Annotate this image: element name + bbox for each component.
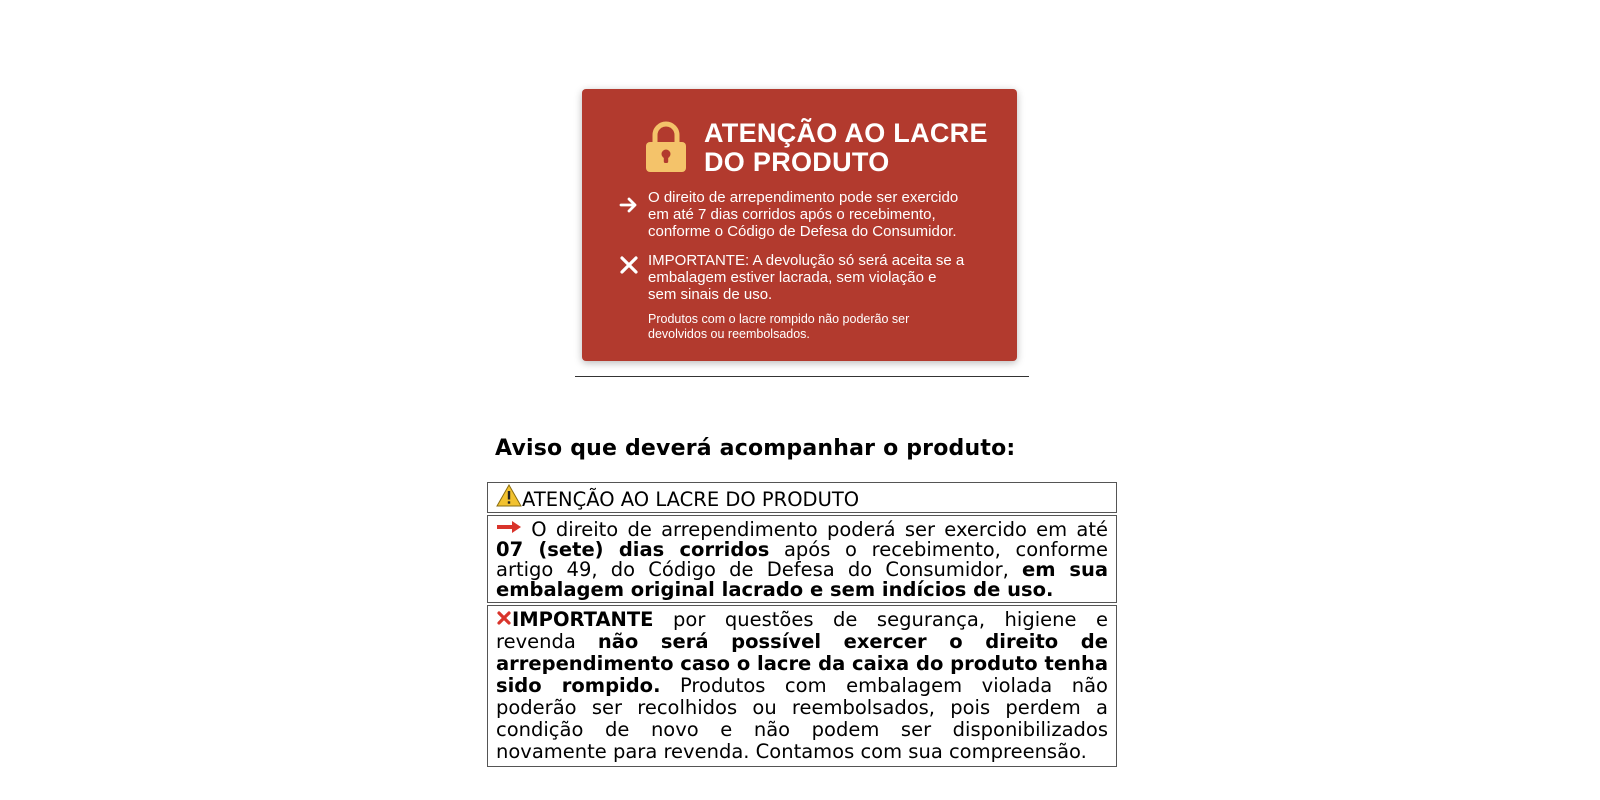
divider bbox=[575, 376, 1029, 377]
important-text: : A devolução só será aceita se a embalagem estiver lacrada, sem violação e sem sinais de uso. bbox=[648, 252, 965, 303]
x-icon bbox=[496, 610, 512, 626]
section-heading: Aviso que deverá acompanhar o produto: bbox=[495, 436, 1016, 461]
p2-text-a: por questões de segurança, higiene e revenda bbox=[496, 608, 1108, 653]
important-label: IMPORTANTE bbox=[512, 608, 654, 631]
p1-bold-b: em sua embalagem original lacrado e sem indícios de uso. bbox=[496, 558, 1108, 601]
p2-text-b: Produtos com embalagem violada não poderão ser recolhidos ou reembolsados, pois perdem a condição de novo e não podem ser disponibilizados novamente para revenda. Contamos com sua compreensão. bbox=[496, 674, 1108, 763]
card-title: ATENÇÃO AO LACRE DO PRODUTO bbox=[704, 118, 988, 177]
lock-icon bbox=[645, 121, 687, 173]
arrow-right-icon bbox=[619, 195, 639, 215]
notice-title: ATENÇÃO AO LACRE DO PRODUTO bbox=[522, 488, 860, 511]
arrow-right-icon bbox=[496, 520, 522, 534]
card-footnote: Produtos com o lacre rompido não poderão ser devolvidos ou reembolsados. bbox=[648, 312, 910, 341]
p1-text-a: O direito de arrependimento poderá ser exercido em até bbox=[522, 518, 1108, 541]
seal-warning-card bbox=[582, 89, 1017, 361]
p1-text-b: após o recebimento, conforme artigo 49, do Código de Defesa do Consumidor, bbox=[496, 538, 1108, 581]
card-item-text bbox=[648, 252, 968, 303]
notice-paragraph-1 bbox=[487, 515, 1117, 603]
x-icon bbox=[619, 255, 639, 275]
important-label: IMPORTANTE bbox=[648, 252, 745, 269]
notice-box bbox=[487, 482, 1117, 769]
notice-title-row bbox=[487, 482, 1117, 513]
warning-icon bbox=[496, 484, 522, 507]
p1-bold-a: 07 (sete) dias corridos bbox=[496, 538, 770, 561]
notice-paragraph-2 bbox=[487, 605, 1117, 767]
p2-bold: não será possível exercer o direito de arrependimento caso o lacre da caixa do produto tenha sido rompido. bbox=[496, 630, 1108, 697]
card-item-text: O direito de arrependimento pode ser exercido em até 7 dias corridos após o recebimento, conforme o Código de Defesa do Consumidor. bbox=[648, 189, 959, 240]
